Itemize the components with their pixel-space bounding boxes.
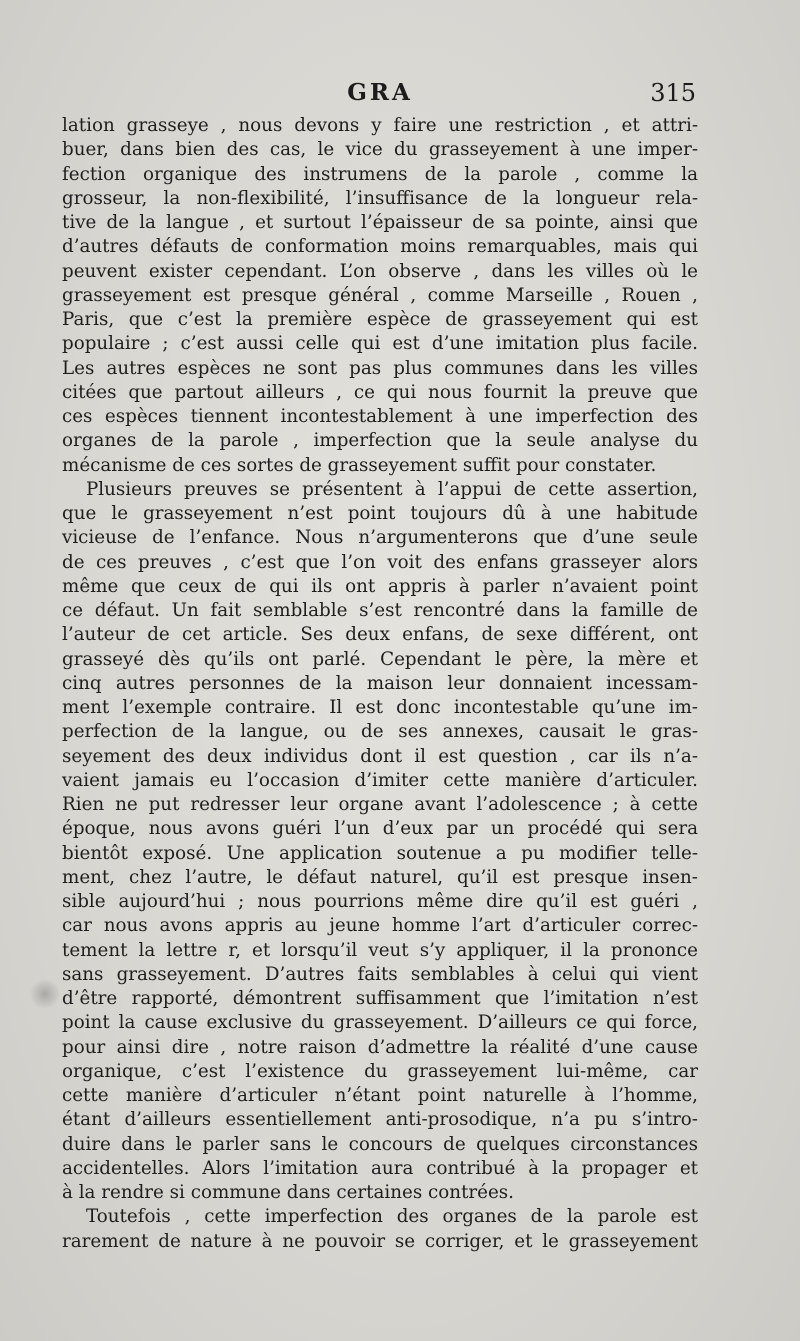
text-line: que le grasseyement n’est point toujours dû à une habitude [62,503,698,524]
text-line: tive de la langue , et surtout l’épaisseur de sa pointe, ainsi que [62,212,698,233]
page-smudge [28,980,62,1008]
text-line: bientôt exposé. Une application soutenue a pu modifier telle- [62,842,698,864]
text-line: ce défaut. Un fait semblable s’est rencontré dans la famille de [62,600,698,621]
paragraph-end-line: mécanisme de ces sortes de grasseyement suffit pour constater. [62,454,657,476]
text-line: populaire ; c’est aussi celle qui est d’une imitation plus facile. [62,333,698,355]
text-line: sible aujourd’hui ; nous pourrions même dire qu’il est guéri , [62,891,698,912]
text-line: perfection de la langue, ou de ses annexes, causait le gras- [62,721,698,743]
text-line: étant d’ailleurs essentiellement anti-prosodique, n’a pu s’intro- [62,1109,698,1131]
text-line: buer, dans bien des cas, le vice du grasseyement à une imper- [62,139,698,161]
text-line: organes de la parole , imperfection que la seule analyse du [62,430,698,452]
text-line: même que ceux de qui ils ont appris à parler n’avaient point [62,575,698,597]
text-line: car nous avons appris au jeune homme l’art d’articuler correc- [62,915,698,937]
text-line: grasseyé dès qu’ils ont parlé. Cependant le père, la mère et [62,648,698,670]
text-line: pour ainsi dire , notre raison d’admettre la réalité d’une cause [62,1036,698,1058]
text-line: ment l’exemple contraire. Il est donc incontestable qu’une im- [62,697,698,718]
text-line: peuvent exister cependant. L’on observe , dans les villes où le [62,260,698,282]
body-text [62,114,698,1254]
text-line: d’autres défauts de conformation moins remarquables, mais qui [62,236,698,258]
text-line: Paris, que c’est la première espèce de grasseyement qui est [62,309,698,330]
text-line: lation grasseye , nous devons y faire une restriction , et attri- [62,115,698,136]
text-line: duire dans le parler sans le concours de quelques circonstances [62,1133,698,1155]
running-head: GRA [347,79,413,106]
page-header [62,79,698,113]
text-line: citées que partout ailleurs , ce qui nous fournit la preuve que [62,381,698,403]
text-line: vaient jamais eu l’occasion d’imiter cette manière d’articuler. [62,769,698,791]
text-line: Rien ne put redresser leur organe avant l’adolescence ; à cette [62,794,698,815]
text-line: organique, c’est l’existence du grasseyement lui-même, car [62,1060,698,1082]
paragraph-start-line: Toutefois , cette imperfection des organes de la parole est [86,1206,698,1228]
text-line: accidentelles. Alors l’imitation aura contribué à la propager et [62,1157,698,1179]
text-line: Les autres espèces ne sont pas plus communes dans les villes [62,357,698,379]
text-line: rarement de nature à ne pouvoir se corriger, et le grasseyement [62,1230,698,1252]
text-line: cette manière d’articuler n’étant point naturelle à l’homme, [62,1085,698,1106]
text-line: époque, nous avons guéri l’un d’eux par un procédé qui sera [62,818,698,840]
text-line: sans grasseyement. D’autres faits semblables à celui qui vient [62,963,698,985]
text-line: d’être rapporté, démontrent suffisamment que l’imitation n’est [62,988,698,1009]
paragraph-start-line: Plusieurs preuves se présentent à l’appui de cette assertion, [86,478,698,500]
text-line: grosseur, la non-flexibilité, l’insuffisance de la longueur rela- [62,187,698,209]
text-line: tement la lettre r, et lorsqu’il veut s’y appliquer, il la prononce [62,939,698,961]
text-line: ment, chez l’autre, le défaut naturel, qu’il est presque insen- [62,866,698,888]
text-line: l’auteur de cet article. Ses deux enfans, de sexe différent, ont [62,624,698,646]
text-line: seyement des deux individus dont il est question , car ils n’a- [62,745,698,767]
text-line: grasseyement est presque général , comme Marseille , Rouen , [62,284,698,306]
page-number: 315 [650,79,696,107]
text-line: ces espèces tiennent incontestablement à une imperfection des [62,406,698,427]
text-line: de ces preuves , c’est que l’on voit des enfans grasseyer alors [62,551,698,573]
text-line: cinq autres personnes de la maison leur donnaient incessam- [62,672,698,694]
paragraph-end-line: à la rendre si commune dans certaines contrées. [62,1182,514,1203]
text-line: point la cause exclusive du grasseyement. D’ailleurs ce qui force, [62,1012,698,1034]
text-line: vicieuse de l’enfance. Nous n’argumenterons que d’une seule [62,527,698,549]
text-line: fection organique des instrumens de la parole , comme la [62,163,698,185]
